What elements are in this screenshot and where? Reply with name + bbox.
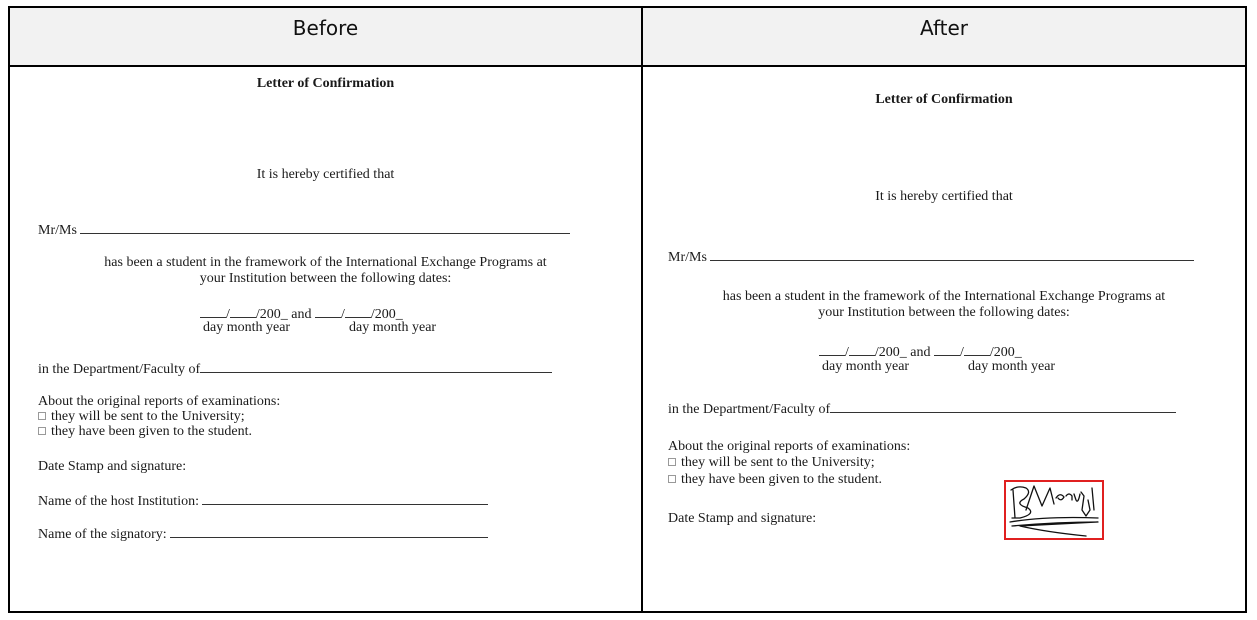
start-month-field[interactable]	[230, 305, 256, 318]
student-line-1: has been a student in the framework of the International Exchange Programs at	[722, 289, 1166, 304]
reports-heading: About the original reports of examinations:	[38, 394, 281, 409]
option-sent-row[interactable]	[38, 409, 245, 425]
comparison-table	[8, 6, 1247, 613]
reports-heading: About the original reports of examinations:	[668, 439, 911, 454]
department-field[interactable]	[200, 360, 552, 373]
department-field[interactable]	[830, 400, 1176, 413]
option-sent-row[interactable]	[668, 455, 875, 471]
date-stamp-label: Date Stamp and signature:	[668, 511, 817, 526]
date-and: and	[291, 307, 312, 322]
signature-stroke-m	[1026, 486, 1054, 510]
mr-ms-row	[38, 221, 570, 239]
start-day-field[interactable]	[819, 343, 845, 356]
start-date-caption: day month year	[203, 320, 291, 335]
start-month-field[interactable]	[849, 343, 875, 356]
end-date-caption: day month year	[968, 359, 1056, 374]
checkbox-given[interactable]	[668, 475, 676, 483]
signature-stroke-arji	[1056, 488, 1094, 516]
option-given-row[interactable]	[38, 424, 252, 440]
before-panel	[10, 67, 641, 611]
date-range-row: / /200_ and / /200_	[819, 343, 1022, 361]
checkbox-sent[interactable]	[668, 458, 676, 466]
department-row	[38, 360, 552, 378]
end-month-field[interactable]	[345, 305, 371, 318]
option-given-label: they have been given to the student.	[51, 424, 252, 439]
mr-ms-label: Mr/Ms	[38, 223, 77, 238]
name-field[interactable]	[710, 248, 1194, 261]
signatory-label: Name of the signatory:	[38, 527, 167, 542]
checkbox-sent[interactable]	[38, 412, 46, 420]
option-given-row[interactable]	[668, 472, 882, 488]
option-sent-label: they will be sent to the University;	[681, 455, 875, 470]
checkbox-given[interactable]	[38, 427, 46, 435]
letter-title: Letter of Confirmation	[256, 76, 395, 91]
date-and: and	[910, 345, 931, 360]
option-given-label: they have been given to the student.	[681, 472, 882, 487]
start-date-caption: day month year	[822, 359, 910, 374]
column-header-before: Before	[292, 16, 359, 40]
department-label: in the Department/Faculty of	[38, 362, 201, 377]
option-sent-label: they will be sent to the University;	[51, 409, 245, 424]
certified-text: It is hereby certified that	[256, 167, 395, 182]
certified-text: It is hereby certified that	[875, 189, 1013, 204]
letter-document-before	[10, 67, 641, 613]
host-institution-label: Name of the host Institution:	[38, 494, 199, 509]
department-row	[668, 400, 1176, 418]
student-line-2: your Institution between the following dates:	[199, 271, 452, 286]
letter-document-after	[643, 67, 1245, 613]
student-line-1: has been a student in the framework of the International Exchange Programs at	[104, 255, 547, 270]
mr-ms-row	[668, 248, 1194, 266]
handwritten-signature	[1006, 482, 1102, 538]
signatory-field[interactable]	[170, 525, 488, 538]
end-date-caption: day month year	[349, 320, 437, 335]
signature-underline	[1010, 518, 1098, 537]
host-institution-row	[38, 492, 488, 510]
signatory-row	[38, 525, 488, 543]
header-row	[10, 8, 1245, 67]
after-panel	[643, 67, 1245, 611]
letter-title: Letter of Confirmation	[875, 92, 1013, 107]
column-header-after: After	[919, 16, 969, 40]
name-field[interactable]	[80, 221, 570, 234]
student-line-2: your Institution between the following dates:	[818, 305, 1070, 320]
mr-ms-label: Mr/Ms	[668, 250, 707, 265]
end-month-field[interactable]	[964, 343, 990, 356]
signature-highlight-box	[1004, 480, 1104, 540]
end-day-field[interactable]	[934, 343, 960, 356]
start-day-field[interactable]	[200, 305, 226, 318]
date-range-row: / /200_ and / /200_	[200, 305, 403, 323]
department-label: in the Department/Faculty of	[668, 402, 831, 417]
end-day-field[interactable]	[315, 305, 341, 318]
host-institution-field[interactable]	[202, 492, 488, 505]
date-stamp-label: Date Stamp and signature:	[38, 459, 187, 474]
signature-stroke-b	[1011, 487, 1031, 518]
